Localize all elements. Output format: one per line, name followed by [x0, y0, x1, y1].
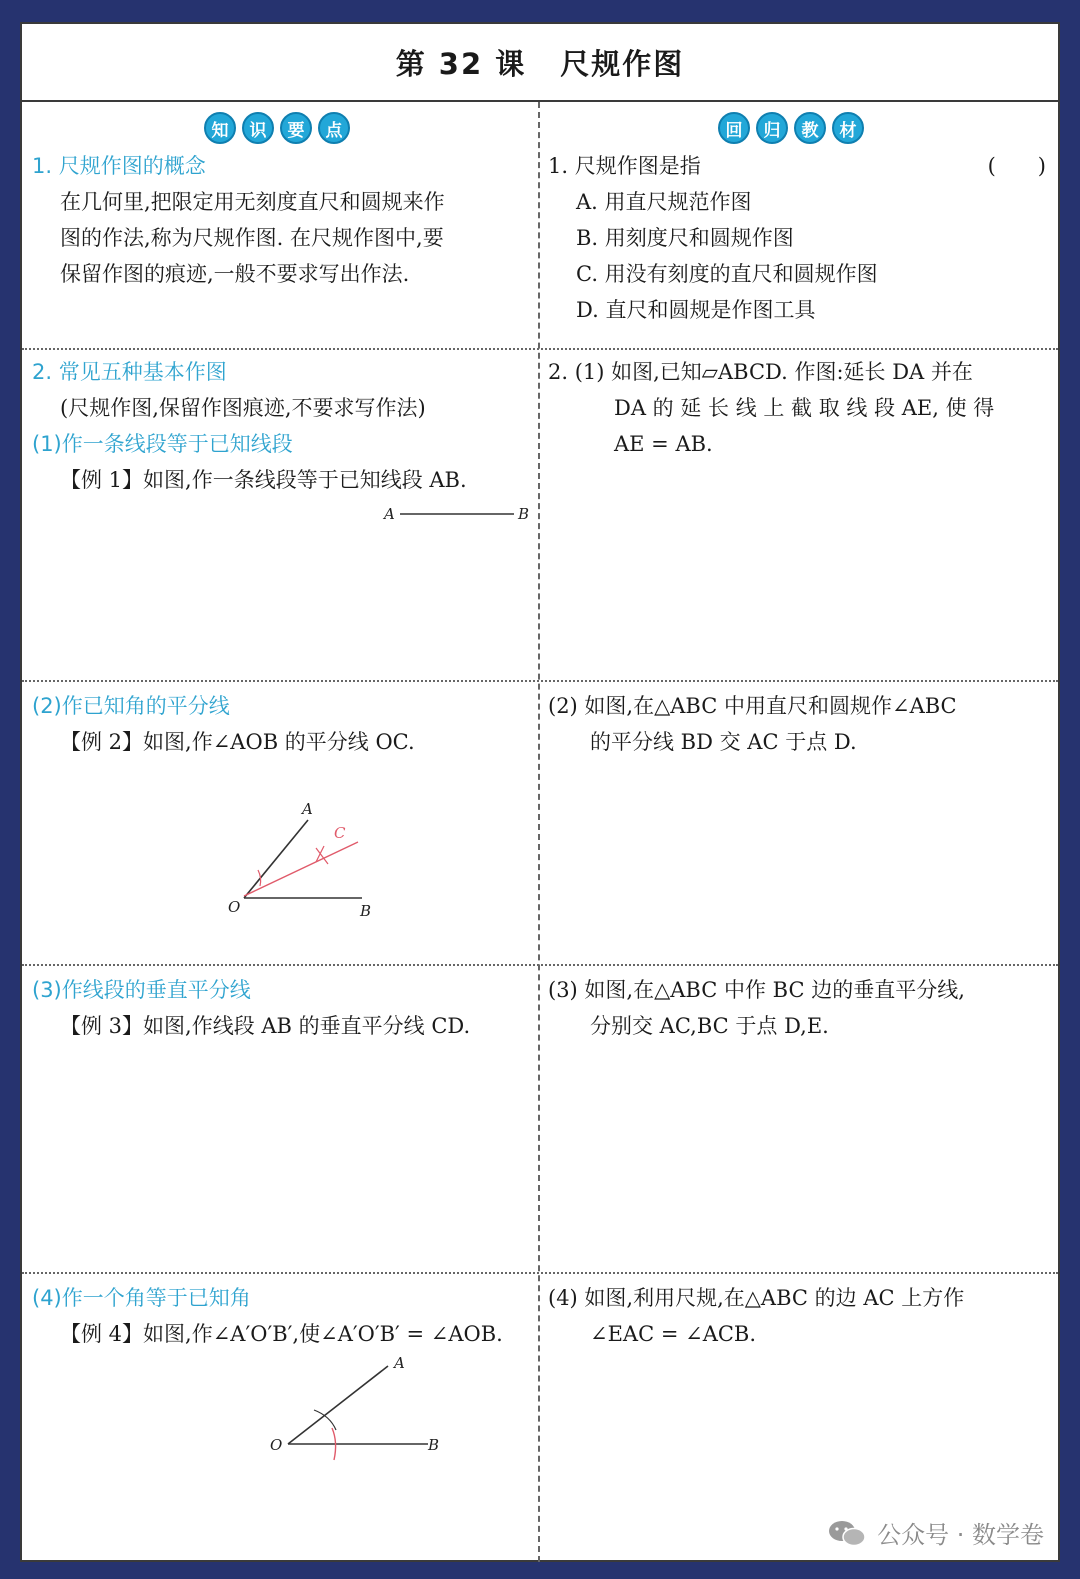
perpendicular-bisector-section	[32, 972, 532, 1044]
sub1-heading: (1)作一条线段等于已知线段	[32, 432, 293, 456]
question-line: 的平分线 BD 交 AC 于点 D.	[590, 730, 857, 754]
lesson-number: 第 32 课	[395, 46, 527, 81]
point-label-b: B	[518, 505, 530, 523]
option-c[interactable]: C. 用没有刻度的直尺和圆规作图	[576, 262, 878, 286]
sub3-heading: (3)作线段的垂直平分线	[32, 978, 251, 1002]
question-2-1	[548, 354, 1052, 462]
concept-line: 图的作法,称为尺规作图. 在尺规作图中,要	[60, 226, 444, 250]
example-2: 【例 2】如图,作∠AOB 的平分线 OC.	[60, 730, 415, 754]
lesson-topic: 尺规作图	[560, 46, 685, 81]
question-2-4	[548, 1280, 1052, 1352]
ray-oa	[244, 820, 308, 898]
point-label-o: O	[270, 1436, 283, 1454]
point-label-c: C	[334, 824, 346, 842]
question-line: (2) 如图,在△ABC 中用直尺和圆规作∠ABC	[548, 694, 957, 718]
angle-bisector-figure	[218, 798, 378, 918]
angle-bisector-section	[32, 688, 532, 760]
question-line: 2. (1) 如图,已知▱ABCD. 作图:延长 DA 并在	[548, 360, 973, 384]
concept-line: 在几何里,把限定用无刻度直尺和圆规来作	[60, 190, 445, 214]
copy-angle-section	[32, 1280, 532, 1352]
watermark	[827, 1515, 1044, 1550]
badge-circle: 知	[204, 112, 236, 144]
page-title	[22, 24, 1058, 102]
concept-section	[32, 148, 532, 292]
row-divider-2	[22, 680, 1058, 682]
question-line: AE = AB.	[614, 432, 713, 456]
row-divider-4	[22, 1272, 1058, 1274]
row-divider-3	[22, 964, 1058, 966]
badge-circle: 材	[832, 112, 864, 144]
badge-circle: 要	[280, 112, 312, 144]
basic-note: (尺规作图,保留作图痕迹,不要求写作法)	[60, 396, 426, 420]
point-label-o: O	[228, 898, 241, 916]
question-line: DA 的 延 长 线 上 截 取 线 段 AE, 使 得	[614, 396, 995, 420]
column-divider	[538, 102, 540, 1562]
worksheet	[20, 22, 1060, 1562]
basic-constructions-section	[32, 354, 532, 498]
badge-circle: 回	[718, 112, 750, 144]
sub2-heading: (2)作已知角的平分线	[32, 694, 230, 718]
sub4-heading: (4)作一个角等于已知角	[32, 1286, 251, 1310]
question-2-2	[548, 688, 1052, 760]
wechat-icon	[827, 1518, 867, 1548]
ray-oa	[288, 1366, 388, 1444]
option-b[interactable]: B. 用刻度尺和圆规作图	[576, 226, 794, 250]
point-label-a: A	[394, 1354, 405, 1372]
question-line: (4) 如图,利用尺规,在△ABC 的边 AC 上方作	[548, 1286, 965, 1310]
question-2-3	[548, 972, 1052, 1044]
question-line: ∠EAC = ∠ACB.	[590, 1322, 757, 1346]
watermark-text: 公众号 · 数学卷	[877, 1521, 1044, 1549]
textbook-review-badges	[718, 112, 864, 144]
segment-ab-figure	[382, 502, 532, 526]
answer-blank[interactable]: ( )	[987, 154, 1046, 178]
row-divider-1	[22, 348, 1058, 350]
example-1: 【例 1】如图,作一条线段等于已知线段 AB.	[60, 468, 467, 492]
concept-line: 保留作图的痕迹,一般不要求写出作法.	[60, 262, 410, 286]
construction-arc	[258, 870, 261, 886]
question-line: 分别交 AC,BC 于点 D,E.	[590, 1014, 829, 1038]
point-label-a: A	[302, 800, 313, 818]
basic-heading: 2. 常见五种基本作图	[32, 360, 227, 384]
question-1-stem: 1. 尺规作图是指	[548, 154, 701, 178]
point-label-a: A	[384, 505, 395, 523]
option-a[interactable]: A. 用直尺规范作图	[576, 190, 752, 214]
badge-circle: 教	[794, 112, 826, 144]
point-label-b: B	[428, 1436, 440, 1454]
knowledge-points-badges	[204, 112, 350, 144]
badge-circle: 归	[756, 112, 788, 144]
concept-heading: 1. 尺规作图的概念	[32, 154, 206, 178]
example-3: 【例 3】如图,作线段 AB 的垂直平分线 CD.	[60, 1014, 471, 1038]
bisector-oc	[244, 842, 358, 896]
option-d[interactable]: D. 直尺和圆规是作图工具	[576, 298, 816, 322]
question-1	[548, 148, 1052, 328]
construction-arc	[314, 1410, 336, 1430]
badge-circle: 识	[242, 112, 274, 144]
question-line: (3) 如图,在△ABC 中作 BC 边的垂直平分线,	[548, 978, 965, 1002]
example-4: 【例 4】如图,作∠A′O′B′,使∠A′O′B′ = ∠AOB.	[60, 1322, 503, 1346]
point-label-b: B	[360, 902, 372, 920]
badge-circle: 点	[318, 112, 350, 144]
copy-angle-figure	[262, 1350, 452, 1460]
